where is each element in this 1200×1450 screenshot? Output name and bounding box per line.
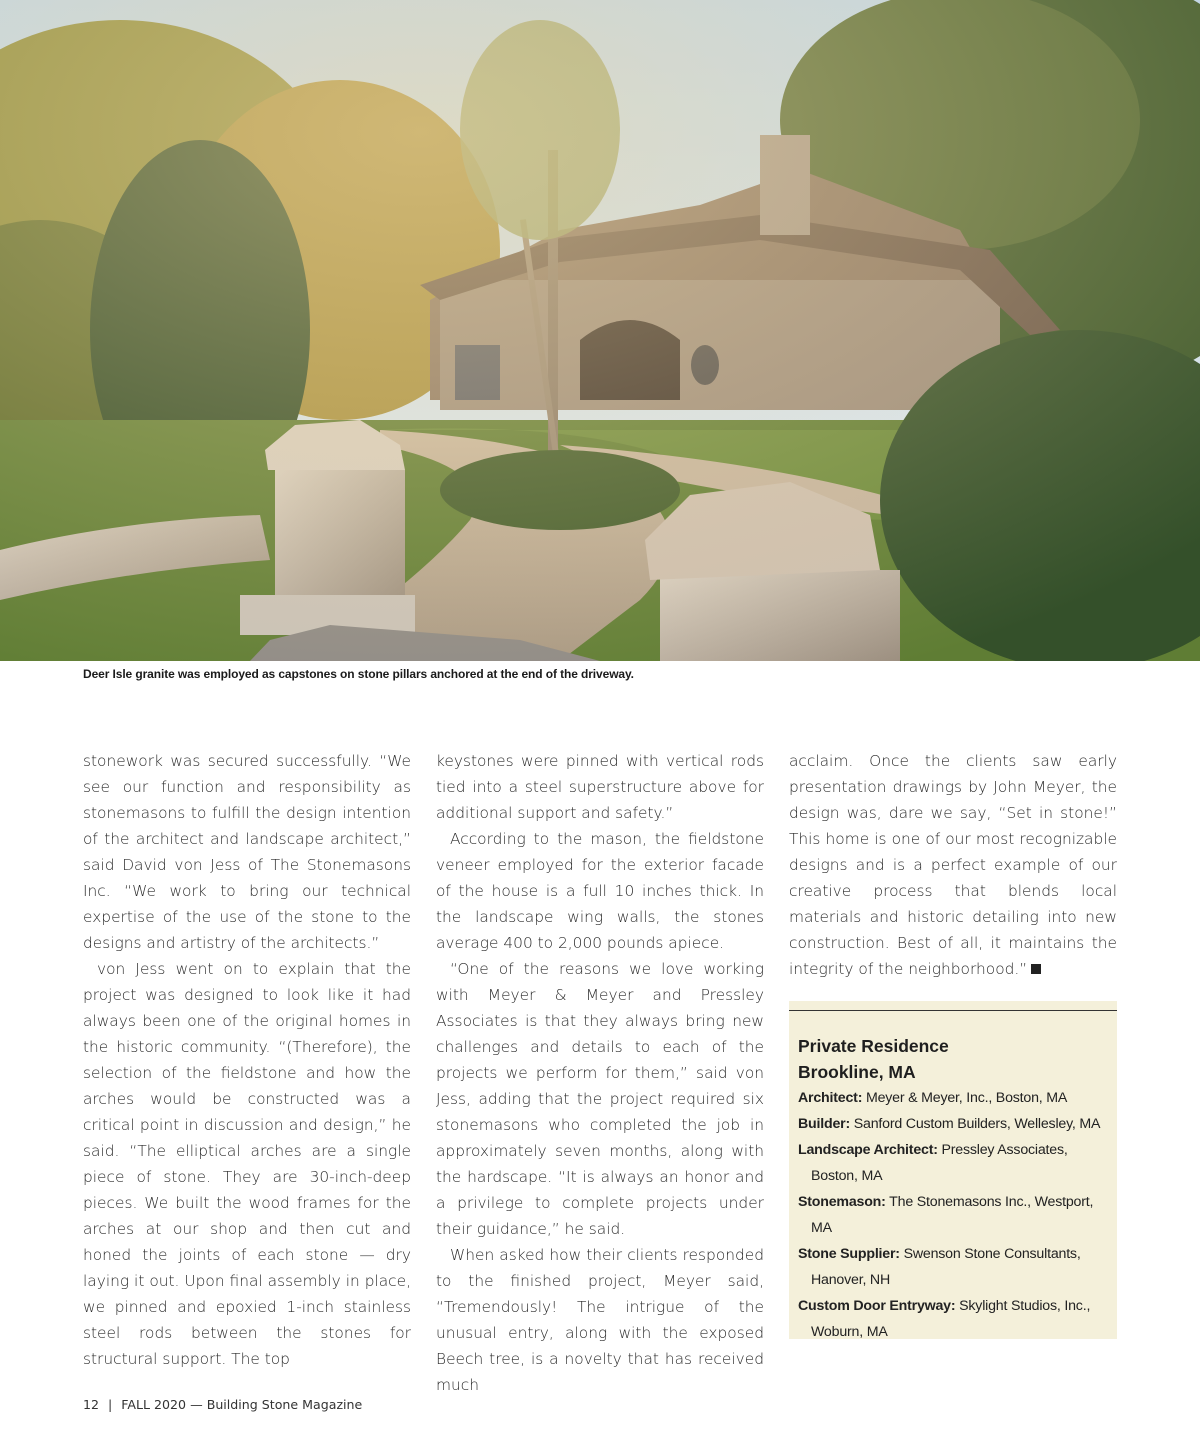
credit-value: Pressley Associates, Boston, MA (811, 1142, 1068, 1184)
credit-label: Builder: (798, 1116, 850, 1132)
credit-stonemason (798, 1189, 1112, 1241)
paragraph: When asked how their clients responded to the finished project, Meyer said, “Tremendously! The intrigue of the unusual entry, along with the exposed Beech tree, is a novelty that has received much (436, 1246, 764, 1394)
credit-custom-door (798, 1293, 1112, 1345)
credit-value: Swenson Stone Consultants, Hanover, NH (811, 1246, 1081, 1288)
house-photo-illustration (0, 0, 1200, 661)
credit-label: Architect: (798, 1090, 863, 1106)
divider (789, 1010, 1117, 1011)
credit-label: Landscape Architect: (798, 1142, 938, 1158)
paragraph: According to the mason, the fieldstone veneer employed for the exterior facade of the house is a full 10 inches thick. In the landscape wing walls, the stones average 400 to 2,000 pounds apiece. (436, 830, 764, 952)
paragraph: von Jess went on to explain that the project was designed to look like it had always been one of the original homes in the historic community. “(Therefore), the selection of the fieldstone and how the arches would be constructed was a critical point in discussion and design,” he said. “The elliptical arches are a single piece of stone. They are 30-inch-deep pieces. We built the wood frames for the arches at our shop and then cut and honed the joints of each stone — dry laying it out. Upon final assembly in place, we pinned and epoxied 1-inch stainless steel rods between the stones for structural support. The top (83, 960, 411, 1368)
article-column-1 (83, 748, 411, 1372)
photo-caption: Deer Isle granite was employed as capstones on stone pillars anchored at the end of the driveway. (83, 667, 634, 681)
credits-content (798, 1033, 1112, 1345)
end-mark-icon (1031, 964, 1041, 974)
credit-label: Custom Door Entryway: (798, 1298, 956, 1314)
project-credits-box (789, 1001, 1117, 1339)
credit-stone-supplier (798, 1241, 1112, 1293)
article-column-2 (436, 748, 764, 1398)
paragraph-text: acclaim. Once the clients saw early presentation drawings by John Meyer, the design was, dare we say, “Set in stone!” This home is one of our most recognizable designs and is a perfect example of our creative process that blends local materials and historic detailing into new construction. Best of all, it maintains the integrity of the neighborhood.” (789, 752, 1117, 978)
paragraph: keystones were pinned with vertical rods tied into a steel superstructure above for additional support and safety.” (436, 752, 764, 822)
credit-builder (798, 1111, 1112, 1137)
credit-label: Stone Supplier: (798, 1246, 900, 1262)
paragraph: “One of the reasons we love working with Meyer & Meyer and Pressley Associates is that they always bring new challenges and details to each of the projects we perform for them,” said von Jess, adding that the project required six stonemasons who completed the job in approximately seven months, along with the hardscape. “It is always an honor and a privilege to complete projects under their guidance,” he said. (436, 960, 764, 1238)
paragraph: stonework was secured successfully. “We see our function and responsibility as stonemasons to fulfill the design intention of the architect and landscape architect,” said David von Jess of The Stonemasons Inc. “We work to bring our technical expertise of the use of the stone to the designs and artistry of the architects.” (83, 752, 411, 952)
credit-value: Skylight Studios, Inc., Woburn, MA (811, 1298, 1091, 1340)
credit-label: Stonemason: (798, 1194, 886, 1210)
project-title: Private Residence (798, 1036, 949, 1056)
page-footer (83, 1397, 362, 1412)
credit-value: Sanford Custom Builders, Wellesley, MA (850, 1116, 1101, 1132)
credit-value: Meyer & Meyer, Inc., Boston, MA (862, 1090, 1068, 1106)
credit-architect (798, 1085, 1112, 1111)
paragraph (789, 748, 1117, 982)
footer-separator: | (108, 1397, 113, 1412)
project-location: Brookline, MA (798, 1062, 916, 1082)
hero-photo (0, 0, 1200, 661)
credit-value: The Stonemasons Inc., Westport, MA (811, 1194, 1094, 1236)
credit-landscape-architect (798, 1137, 1112, 1189)
article-column-3 (789, 748, 1117, 982)
issue-label: FALL 2020 (121, 1397, 187, 1412)
magazine-name: — Building Stone Magazine (190, 1397, 363, 1412)
page-number: 12 (83, 1397, 100, 1412)
